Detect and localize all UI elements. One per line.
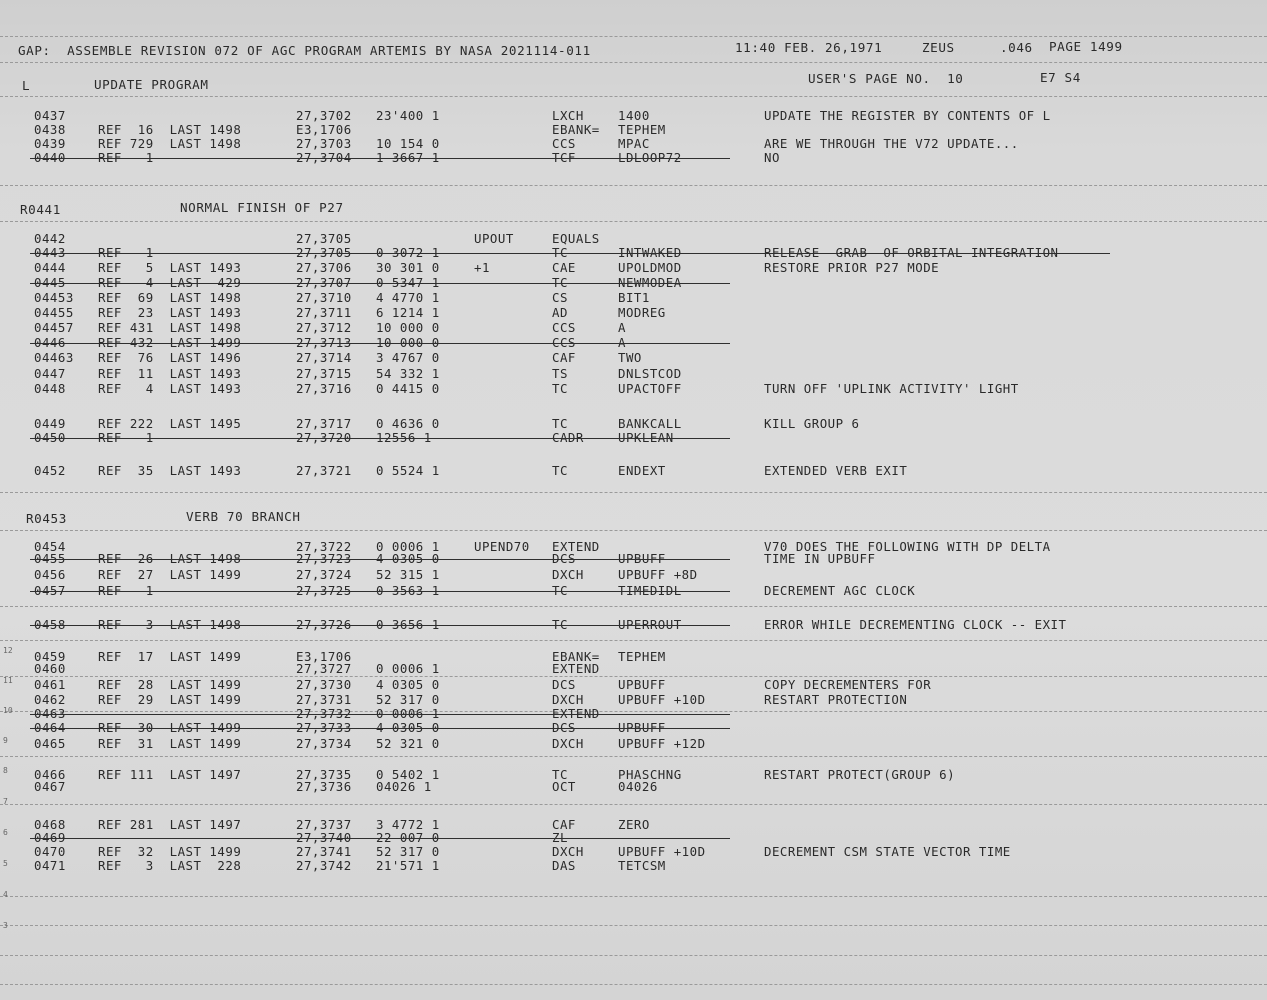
comment: ARE WE THROUGH THE V72 UPDATE...	[764, 136, 1019, 151]
address: 27,3712	[296, 320, 352, 335]
comment: DECREMENT CSM STATE VECTOR TIME	[764, 844, 1011, 859]
rule-line	[0, 984, 1267, 985]
rule-line	[0, 62, 1267, 63]
margin-number: 3	[3, 921, 8, 930]
ref-field: REF 729 LAST 1498	[98, 136, 242, 151]
ref-field: REF 5 LAST 1493	[98, 260, 242, 275]
address: 27,3734	[296, 736, 352, 751]
margin-number: 6	[3, 828, 8, 837]
operand: MODREG	[618, 305, 666, 320]
line-number: 0447	[34, 366, 66, 381]
comment: RESTORE PRIOR P27 MODE	[764, 260, 940, 275]
opcode: CADR	[552, 430, 584, 445]
operand: MPAC	[618, 136, 650, 151]
address: 27,3715	[296, 366, 352, 381]
address: 27,3730	[296, 677, 352, 692]
line-number: 0449	[34, 416, 66, 431]
operand: UPBUFF	[618, 720, 666, 735]
octal-word: 0 4636 0	[376, 416, 440, 431]
address: 27,3735	[296, 767, 352, 782]
comment: RESTART PROTECT(GROUP 6)	[764, 767, 956, 782]
octal-word: 10 154 0	[376, 136, 440, 151]
operand: 04026	[618, 779, 658, 794]
ref-field: REF 11 LAST 1493	[98, 366, 242, 381]
operand: TWO	[618, 350, 642, 365]
line-number: 0455	[34, 551, 66, 566]
strike-line	[30, 728, 730, 729]
address: 27,3710	[296, 290, 352, 305]
operand: BANKCALL	[618, 416, 682, 431]
line-number: 0437	[34, 108, 66, 123]
line-number: 04455	[34, 305, 74, 320]
operand: TEPHEM	[618, 122, 666, 137]
operand: UPKLEAN	[618, 430, 674, 445]
opcode: TC	[552, 583, 568, 598]
operand: A	[618, 320, 626, 335]
rule-line	[0, 606, 1267, 607]
line-number: 0450	[34, 430, 66, 445]
octal-word: 4 0305 0	[376, 677, 440, 692]
strike-line	[30, 625, 730, 626]
address: 27,3705	[296, 245, 352, 260]
section-label: R0441	[20, 202, 61, 217]
octal-word: 22 007 0	[376, 830, 440, 845]
address: 27,3706	[296, 260, 352, 275]
rule-line	[0, 756, 1267, 757]
opcode: AD	[552, 305, 568, 320]
address: 27,3717	[296, 416, 352, 431]
operand: LDLOOP72	[618, 150, 682, 165]
address: 27,3703	[296, 136, 352, 151]
octal-word: 0 0006 1	[376, 539, 440, 554]
address: 27,3732	[296, 706, 352, 721]
operand: UPBUFF +10D	[618, 844, 706, 859]
line-number: 0442	[34, 231, 66, 246]
ref-field: REF 1	[98, 583, 154, 598]
ref-field: REF 26 LAST 1498	[98, 551, 242, 566]
operand: UPACTOFF	[618, 381, 682, 396]
opcode: TCF	[552, 150, 576, 165]
comment: KILL GROUP 6	[764, 416, 860, 431]
rule-line	[0, 711, 1267, 712]
line-number: 04457	[34, 320, 74, 335]
strike-line	[30, 714, 730, 715]
address: 27,3702	[296, 108, 352, 123]
octal-word: 10 000 0	[376, 320, 440, 335]
octal-word: 1 3667 1	[376, 150, 440, 165]
line-number: 0439	[34, 136, 66, 151]
opcode: LXCH	[552, 108, 584, 123]
address: E3,1706	[296, 122, 352, 137]
ref-field: REF 111 LAST 1497	[98, 767, 242, 782]
ref-field: REF 17 LAST 1499	[98, 649, 242, 664]
operand: TEPHEM	[618, 649, 666, 664]
octal-word: 0 5402 1	[376, 767, 440, 782]
line-number: 0460	[34, 661, 66, 676]
operand: PHASCHNG	[618, 767, 682, 782]
line-number: 0452	[34, 463, 66, 478]
ref-field: REF 1	[98, 150, 154, 165]
operand: UPOLDMOD	[618, 260, 682, 275]
margin-number: 8	[3, 766, 8, 775]
line-number: 0461	[34, 677, 66, 692]
line-number: 0457	[34, 583, 66, 598]
octal-word: 23'400 1	[376, 108, 440, 123]
opcode: DXCH	[552, 692, 584, 707]
address: 27,3725	[296, 583, 352, 598]
line-number: 0454	[34, 539, 66, 554]
opcode: DCS	[552, 551, 576, 566]
opcode: DAS	[552, 858, 576, 873]
address: 27,3740	[296, 830, 352, 845]
line-number: 0443	[34, 245, 66, 260]
ref-field: REF 28 LAST 1499	[98, 677, 242, 692]
rule-line	[0, 96, 1267, 97]
comment: TURN OFF 'UPLINK ACTIVITY' LIGHT	[764, 381, 1019, 396]
strike-line	[30, 283, 730, 284]
line-number: 0464	[34, 720, 66, 735]
margin-number: 10	[3, 706, 13, 715]
address: 27,3742	[296, 858, 352, 873]
address: 27,3704	[296, 150, 352, 165]
comment: DECREMENT AGC CLOCK	[764, 583, 916, 598]
address: 27,3741	[296, 844, 352, 859]
strike-line	[30, 438, 730, 439]
address: 27,3722	[296, 539, 352, 554]
rule-line	[0, 530, 1267, 531]
comment: UPDATE THE REGISTER BY CONTENTS OF L	[764, 108, 1051, 123]
line-number: 0438	[34, 122, 66, 137]
ref-field: REF 31 LAST 1499	[98, 736, 242, 751]
comment: ERROR WHILE DECREMENTING CLOCK -- EXIT	[764, 617, 1067, 632]
ref-field: REF 3 LAST 1498	[98, 617, 242, 632]
label-field: UPOUT	[474, 231, 514, 246]
operand: UPBUFF	[618, 551, 666, 566]
address: 27,3721	[296, 463, 352, 478]
strike-line	[30, 343, 730, 344]
opcode: DXCH	[552, 844, 584, 859]
ref-field: REF 431 LAST 1498	[98, 320, 242, 335]
opcode: OCT	[552, 779, 576, 794]
line-number: 0444	[34, 260, 66, 275]
line-number: 0462	[34, 692, 66, 707]
octal-word: 3 4772 1	[376, 817, 440, 832]
opcode: TC	[552, 381, 568, 396]
ref-field: REF 29 LAST 1499	[98, 692, 242, 707]
page-number: PAGE 1499	[1049, 39, 1123, 54]
octal-word: 52 317 0	[376, 692, 440, 707]
address: 27,3711	[296, 305, 352, 320]
octal-word: 54 332 1	[376, 366, 440, 381]
operand: A	[618, 335, 626, 350]
opcode: CAF	[552, 817, 576, 832]
address: 27,3707	[296, 275, 352, 290]
comment: V70 DOES THE FOLLOWING WITH DP DELTA	[764, 539, 1051, 554]
ref-field: REF 4 LAST 429	[98, 275, 242, 290]
program-name: UPDATE PROGRAM	[94, 77, 209, 92]
operand: INTWAKED	[618, 245, 682, 260]
opcode: TC	[552, 245, 568, 260]
opcode: EXTEND	[552, 661, 600, 676]
ref-field: REF 76 LAST 1496	[98, 350, 242, 365]
opcode: DXCH	[552, 567, 584, 582]
opcode: TC	[552, 275, 568, 290]
margin-number: 5	[3, 859, 8, 868]
address: 27,3705	[296, 231, 352, 246]
ref-field: REF 4 LAST 1493	[98, 381, 242, 396]
section-label: R0453	[26, 511, 67, 526]
opcode: DCS	[552, 720, 576, 735]
listing-timestamp: 11:40 FEB. 26,1971	[735, 40, 883, 55]
opcode: EQUALS	[552, 231, 600, 246]
address: 27,3713	[296, 335, 352, 350]
page-ref: E7 S4	[1040, 70, 1081, 85]
octal-word: 52 317 0	[376, 844, 440, 859]
line-number: 0465	[34, 736, 66, 751]
rule-line	[0, 36, 1267, 37]
opcode: EBANK=	[552, 122, 600, 137]
opcode: EXTEND	[552, 539, 600, 554]
margin-number: 12	[3, 646, 13, 655]
opcode: TS	[552, 366, 568, 381]
operand: TETCSM	[618, 858, 666, 873]
opcode: ZL	[552, 830, 568, 845]
octal-word: 0 0006 1	[376, 661, 440, 676]
line-number: 0448	[34, 381, 66, 396]
strike-line	[30, 559, 730, 560]
listing-user: ZEUS	[922, 40, 955, 55]
address: 27,3737	[296, 817, 352, 832]
opcode: EXTEND	[552, 706, 600, 721]
strike-line	[30, 253, 1110, 254]
line-number: 0463	[34, 706, 66, 721]
rule-line	[0, 185, 1267, 186]
address: 27,3727	[296, 661, 352, 676]
ref-field: REF 23 LAST 1493	[98, 305, 242, 320]
opcode: TC	[552, 767, 568, 782]
address: 27,3714	[296, 350, 352, 365]
opcode: CCS	[552, 320, 576, 335]
octal-word: 12556 1	[376, 430, 432, 445]
ref-field: REF 16 LAST 1498	[98, 122, 242, 137]
opcode: CAE	[552, 260, 576, 275]
comment: NO	[764, 150, 780, 165]
operand: UPERROUT	[618, 617, 682, 632]
octal-word: 10 000 0	[376, 335, 440, 350]
opcode: DXCH	[552, 736, 584, 751]
rule-line	[0, 925, 1267, 926]
ref-field: REF 222 LAST 1495	[98, 416, 242, 431]
line-number: 0466	[34, 767, 66, 782]
octal-word: 52 315 1	[376, 567, 440, 582]
octal-word: 0 5347 1	[376, 275, 440, 290]
comment: COPY DECREMENTERS FOR	[764, 677, 932, 692]
address: 27,3723	[296, 551, 352, 566]
rule-line	[0, 955, 1267, 956]
opcode: DCS	[552, 677, 576, 692]
operand: UPBUFF +10D	[618, 692, 706, 707]
octal-word: 0 3072 1	[376, 245, 440, 260]
operand: ZERO	[618, 817, 650, 832]
address: 27,3724	[296, 567, 352, 582]
listing-title: GAP: ASSEMBLE REVISION 072 OF AGC PROGRAM ARTEMIS BY NASA 2021114-011	[18, 43, 591, 58]
margin-number: 11	[3, 676, 13, 685]
octal-word: 52 321 0	[376, 736, 440, 751]
octal-word: 0 0006 1	[376, 706, 440, 721]
octal-word: 0 5524 1	[376, 463, 440, 478]
ref-field: REF 432 LAST 1499	[98, 335, 242, 350]
opcode: TC	[552, 416, 568, 431]
opcode: EBANK=	[552, 649, 600, 664]
line-number: 04453	[34, 290, 74, 305]
operand: BIT1	[618, 290, 650, 305]
line-number: 0446	[34, 335, 66, 350]
line-number: 0440	[34, 150, 66, 165]
section-title: VERB 70 BRANCH	[186, 509, 301, 524]
line-number: 0467	[34, 779, 66, 794]
rule-line	[0, 492, 1267, 493]
octal-word: 04026 1	[376, 779, 432, 794]
rule-line	[0, 221, 1267, 222]
address: 27,3733	[296, 720, 352, 735]
address: 27,3726	[296, 617, 352, 632]
operand: DNLSTCOD	[618, 366, 682, 381]
listing-code: .046	[1000, 40, 1033, 55]
octal-word: 30 301 0	[376, 260, 440, 275]
label-field: +1	[474, 260, 490, 275]
section-title: NORMAL FINISH OF P27	[180, 200, 344, 215]
rule-line	[0, 804, 1267, 805]
opcode: CS	[552, 290, 568, 305]
octal-word: 3 4767 0	[376, 350, 440, 365]
octal-word: 0 3563 1	[376, 583, 440, 598]
rule-line	[0, 896, 1267, 897]
ref-field: REF 281 LAST 1497	[98, 817, 242, 832]
octal-word: 4 0305 0	[376, 720, 440, 735]
line-number: 0468	[34, 817, 66, 832]
log-section-letter: L	[22, 78, 31, 93]
label-field: UPEND70	[474, 539, 530, 554]
line-number: 0456	[34, 567, 66, 582]
strike-line	[30, 591, 730, 592]
line-number: 0445	[34, 275, 66, 290]
ref-field: REF 1	[98, 430, 154, 445]
strike-line	[30, 838, 730, 839]
octal-word: 4 0305 0	[376, 551, 440, 566]
ref-field: REF 27 LAST 1499	[98, 567, 242, 582]
opcode: TC	[552, 617, 568, 632]
margin-number: 7	[3, 797, 8, 806]
opcode: CCS	[552, 335, 576, 350]
rule-line	[0, 640, 1267, 641]
strike-line	[30, 158, 730, 159]
operand: ENDEXT	[618, 463, 666, 478]
line-number: 0458	[34, 617, 66, 632]
comment: EXTENDED VERB EXIT	[764, 463, 908, 478]
opcode: TC	[552, 463, 568, 478]
octal-word: 4 4770 1	[376, 290, 440, 305]
comment: TIME IN UPBUFF	[764, 551, 876, 566]
line-number: 04463	[34, 350, 74, 365]
opcode: CCS	[552, 136, 576, 151]
margin-number: 9	[3, 736, 8, 745]
address: 27,3736	[296, 779, 352, 794]
octal-word: 6 1214 1	[376, 305, 440, 320]
opcode: CAF	[552, 350, 576, 365]
line-number: 0469	[34, 830, 66, 845]
line-number: 0471	[34, 858, 66, 873]
octal-word: 21'571 1	[376, 858, 440, 873]
ref-field: REF 1	[98, 245, 154, 260]
operand: UPBUFF +12D	[618, 736, 706, 751]
operand: UPBUFF	[618, 677, 666, 692]
users-page: USER'S PAGE NO. 10	[808, 71, 964, 86]
ref-field: REF 30 LAST 1499	[98, 720, 242, 735]
operand: UPBUFF +8D	[618, 567, 698, 582]
octal-word: 0 3656 1	[376, 617, 440, 632]
margin-number: 4	[3, 890, 8, 899]
line-number: 0459	[34, 649, 66, 664]
address: E3,1706	[296, 649, 352, 664]
operand: TIMEDIDL	[618, 583, 682, 598]
comment: RELEASE GRAB OF ORBITAL INTEGRATION	[764, 245, 1059, 260]
ref-field: REF 3 LAST 228	[98, 858, 242, 873]
operand: 1400	[618, 108, 650, 123]
operand: NEWMODEA	[618, 275, 682, 290]
ref-field: REF 35 LAST 1493	[98, 463, 242, 478]
address: 27,3720	[296, 430, 352, 445]
comment: RESTART PROTECTION	[764, 692, 908, 707]
octal-word: 0 4415 0	[376, 381, 440, 396]
address: 27,3716	[296, 381, 352, 396]
ref-field: REF 32 LAST 1499	[98, 844, 242, 859]
line-number: 0470	[34, 844, 66, 859]
address: 27,3731	[296, 692, 352, 707]
ref-field: REF 69 LAST 1498	[98, 290, 242, 305]
